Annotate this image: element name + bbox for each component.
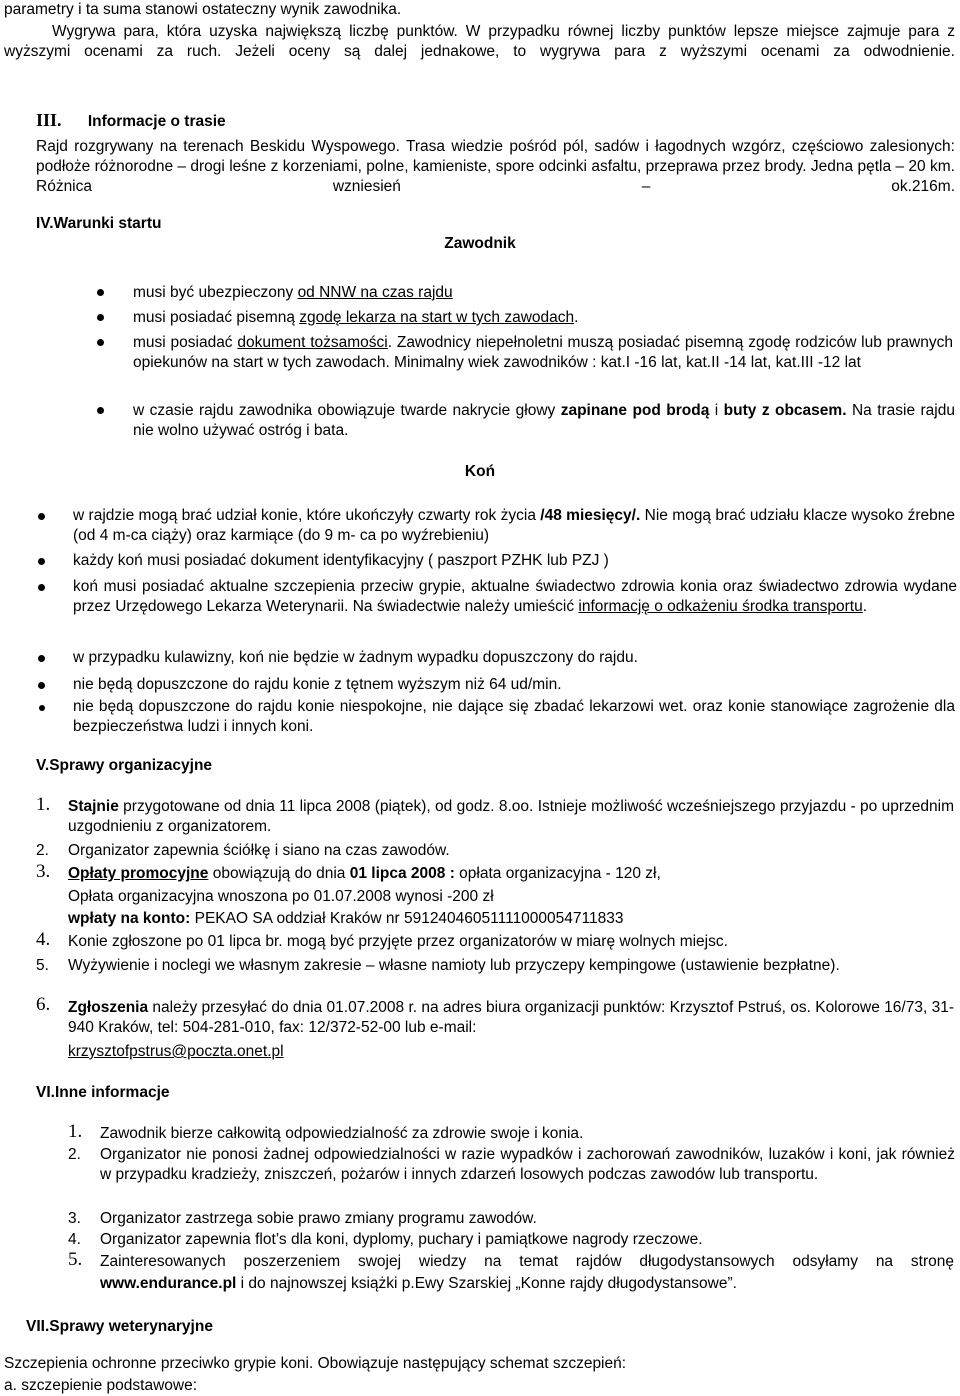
org-item-bedding: Organizator zapewnia ściółkę i siano na czas zawodów. — [68, 842, 450, 859]
bullet-icon — [38, 655, 45, 662]
info-item-endurance: Zainteresowanych poszerzeniem swojej wiedzy na temat rajdów długodystansowych odsyłamy na stronę www.endurance.pl i do najnowszej książki p.Ewy Szarskiej „Konne rajdy długodystansowe”. — [100, 1253, 954, 1292]
section-4-title: IV.Warunki startu — [36, 215, 162, 232]
info-item-liability: Organizator nie ponosi żadnej odpowiedzialności w razie wypadków i zachorowań zawodników, luzaków i koni, jak również w przypadku kradzieży, zniszczeń, pożarów i innych zdarzeń losowych podczas zawodów lub transportu. — [100, 1146, 955, 1183]
bullet-icon — [97, 339, 104, 346]
item-number: 1. — [68, 1121, 83, 1142]
item-number: 4. — [68, 1231, 81, 1248]
item-number: 5. — [68, 1249, 83, 1270]
rider-heading: Zawodnik — [444, 235, 516, 252]
contact-email-link[interactable]: krzysztofpstrus@poczta.onet.pl — [68, 1043, 284, 1060]
horse-item-pulse: nie będą dopuszczone do rajdu konie z tętnem wyższym niż 64 ud/min. — [73, 676, 562, 693]
horse-item-lameness: w przypadku kulawizny, koń nie będzie w żadnym wypadku dopuszczony do rajdu. — [73, 649, 638, 666]
item-number: 6. — [36, 994, 51, 1015]
results-paragraph: Wygrywa para, która uzyska największą liczbę punktów. W przypadku równej liczby punktów lepsze miejsce zajmuje para z wyższymi ocenami za ruch. Jeżeli oceny są dalej jednakowe, to wygrywa para z wyższymi ocenami za odwodnienie. — [4, 23, 955, 60]
org-item-accommodation: Wyżywienie i noclegi we własnym zakresie – własne namioty lub przyczepy kempingowe (ustawienie bezpłatne). — [68, 957, 840, 974]
horse-heading: Koń — [464, 463, 496, 480]
section-5-title: V.Sprawy organizacyjne — [36, 757, 213, 774]
bullet-icon — [38, 558, 45, 565]
vaccination-intro: Szczepienia ochronne przeciwko grypie koni. Obowiązuje następujący schemat szczepień: — [4, 1355, 627, 1372]
info-item-program-changes: Organizator zastrzega sobie prawo zmiany programu zawodów. — [100, 1210, 537, 1227]
rider-item-id: musi posiadać dokument tożsamości. Zawodnicy niepełnoletni muszą posiadać pisemną zgodę rodziców lub prawnych opiekunów na start w tych zawodach. Minimalny wiek zawodników : kat.I -16 lat, kat.II -14 lat, kat.III -12 lat — [133, 334, 953, 371]
org-item-stables: Stajnie przygotowane od dnia 11 lipca 2008 (piątek), od godz. 8.oo. Istnieje możliwość wcześniejszego przyjazdu - po uprzednim uzgodnieniu z organizatorem. — [68, 798, 954, 835]
info-item-prizes: Organizator zapewnia flot’s dla koni, dyplomy, puchary i pamiątkowe nagrody rzeczowe. — [100, 1231, 703, 1248]
item-number: 3. — [68, 1210, 81, 1227]
item-number: 3. — [36, 861, 51, 882]
section-3-title: Informacje o trasie — [87, 113, 226, 130]
rider-item-helmet: w czasie rajdu zawodnika obowiązuje twarde nakrycie głowy zapinane pod brodą i buty z obcasem. Na trasie rajdu nie wolno używać ostróg i bata. — [133, 402, 955, 439]
info-item-responsibility: Zawodnik bierze całkowitą odpowiedzialność za zdrowie swoje i konia. — [100, 1125, 584, 1142]
endurance-link[interactable]: www.endurance.pl — [100, 1275, 237, 1292]
org-item-fees: Opłaty promocyjne obowiązują do dnia 01 lipca 2008 : opłata organizacyjna - 120 zł, Opłata organizacyjna wnoszona po 01.07.2008 wynosi -200 zł wpłaty na konto: PEKAO SA oddział Kraków nr 59124046051111000054711833 — [68, 865, 661, 927]
horse-item-age: w rajdzie mogą brać udział konie, które ukończyły czwarty rok życia /48 miesięcy/. Nie mogą brać udziału klacze wysoko źrebne (od 4 m-ca ciąży) oraz karmiące (do 9 m- ca po wyźrebieniu) — [73, 507, 955, 544]
horse-item-restless: nie będą dopuszczone do rajdu konie niespokojne, nie dające się zbadać lekarzowi wet. oraz konie stanowiące zagrożenie dla bezpieczeństwa ludzi i innych koni. — [73, 698, 955, 735]
bullet-icon — [97, 314, 104, 321]
intro-line: parametry i ta suma stanowi ostateczny wynik zawodnika. — [4, 1, 402, 18]
rider-item-insurance: musi być ubezpieczony od NNW na czas rajdu — [133, 284, 453, 301]
bullet-icon — [97, 289, 104, 296]
item-number: 2. — [68, 1146, 81, 1163]
org-item-late-entries: Konie zgłoszone po 01 lipca br. mogą być przyjęte przez organizatorów w miarę wolnych miejsc. — [68, 933, 728, 950]
horse-item-vaccination: koń musi posiadać aktualne szczepienia przeciw grypie, aktualne świadectwo zdrowia konia oraz świadectwo zdrowia wydane przez Urzędowego Lekarza Weterynarii. Na świadectwie należy umieścić informację o odkażeniu środka transportu. — [73, 578, 957, 615]
item-number: 5. — [36, 957, 49, 974]
bullet-icon — [38, 513, 45, 520]
section-3-roman: III. — [36, 110, 62, 130]
horse-item-passport: każdy koń musi posiadać dokument identyfikacyjny ( paszport PZHK lub PZJ ) — [73, 552, 609, 569]
org-item-registration: Zgłoszenia należy przesyłać do dnia 01.07.2008 r. na adres biura organizacji punktów: Krzysztof Pstruś, os. Kolorowe 16/73, 31-940 Kraków, tel: 504-281-010, fax: 12/372-52-00 lub e-mail: — [68, 999, 954, 1036]
item-number: 1. — [36, 794, 51, 815]
item-number: 4. — [36, 929, 51, 950]
vaccination-basic: a. szczepienie podstawowe: — [4, 1377, 198, 1394]
section-6-title: VI.Inne informacje — [36, 1084, 170, 1101]
route-info: Rajd rozgrywany na terenach Beskidu Wyspowego. Trasa wiedzie pośród pól, sadów i łagodnych wzgórz, częściowo zalesionych: podłoże różnorodne – drogi leśne z korzeniami, polne, kamieniste, spore odcinki asfaltu, przeprawa przez brody. Jedna pętla – 20 km. Różnica wzniesień – ok.216m. — [36, 138, 955, 195]
rider-item-doctor: musi posiadać pisemną zgodę lekarza na start w tych zawodach. — [133, 309, 579, 326]
section-3-heading — [36, 110, 226, 132]
bullet-icon — [38, 584, 45, 591]
bullet-icon — [97, 407, 104, 414]
bullet-icon — [38, 682, 45, 689]
bullet-icon — [39, 705, 45, 711]
item-number: 2. — [36, 842, 49, 859]
section-7-title: VII.Sprawy weterynaryjne — [26, 1318, 213, 1335]
